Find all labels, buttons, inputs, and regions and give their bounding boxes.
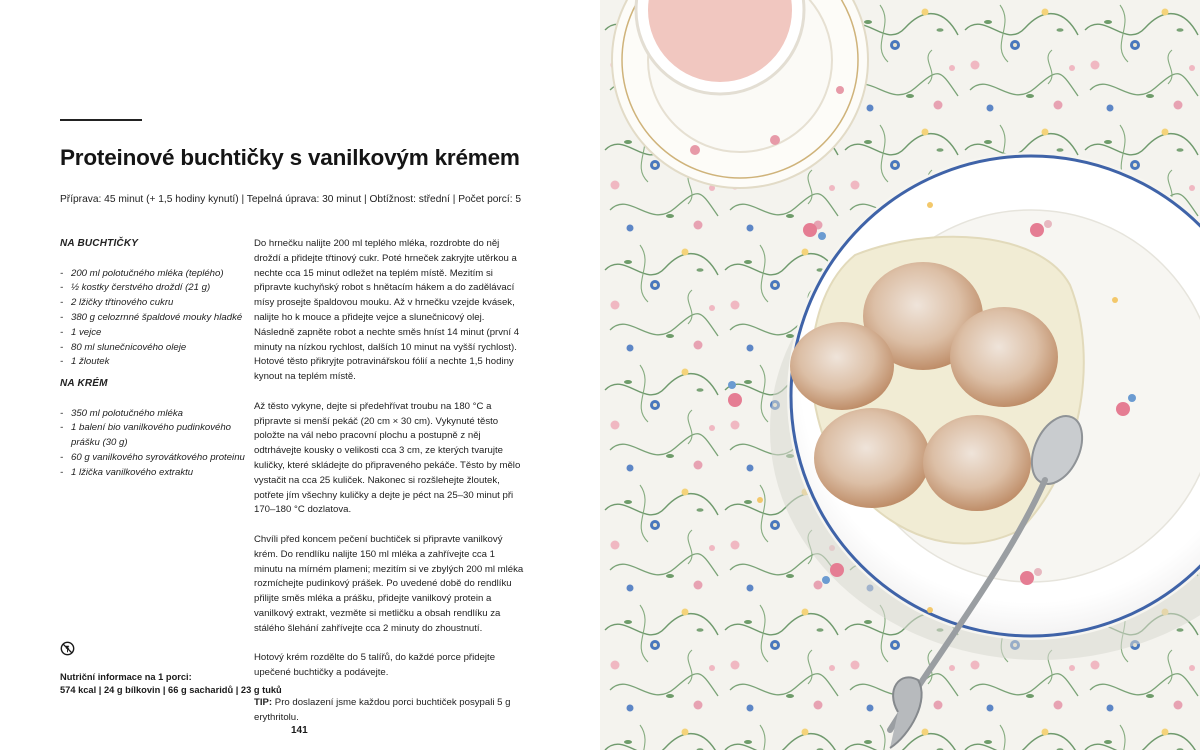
method-paragraph: Hotový krém rozdělte do 5 talířů, do každé porce přidejte upečené buchtičky a podávejte. (254, 652, 496, 679)
title-rule (60, 119, 142, 121)
food-photo (600, 0, 1200, 750)
ingredients-buns (60, 237, 250, 370)
nutrition-values: 574 kcal | 24 g bílkovin | 66 g sacharidů | 23 g tuků (60, 685, 282, 695)
ingredient-item: - 1 žloutek (60, 355, 250, 370)
ingredient-list (60, 267, 250, 371)
recipe-title: Proteinové buchtičky s vanilkovým krémem (60, 145, 520, 170)
page-number: 141 (291, 725, 308, 736)
method-steps (254, 237, 526, 740)
ingredient-item: - 2 lžičky třtinového cukru (60, 296, 250, 311)
ingredients-cream (60, 377, 250, 481)
ingredient-item: - 1 lžička vanilkového extraktu (60, 466, 250, 481)
tip-text: Pro doslazení jsme každou porci buchtiček posypali 5 g erythritolu. (254, 696, 511, 723)
gluten-free-icon (60, 641, 75, 656)
ingredient-list (60, 407, 250, 481)
tip-paragraph (254, 696, 526, 726)
ingredients-heading: NA KRÉM (60, 378, 108, 389)
method-paragraph: Do hrnečku nalijte 200 ml teplého mléka, rozdrobte do něj droždí a přidejte třtinový cukr. Poté hrneček zakryjte utěrkou a nechte cca 15 minut odležet na teplém místě. Mezitím si připravte kuchyňský robot s hnětacím hákem a do zadělávací mísy prosejte špaldovou mouku. Až v hrnečku vzejde kvásek, nalijte ho k mouce a přidejte vejce a slunečnicový olej. Následně zapněte robot a nechte směs hníst 14 minut (první 4 minuty na nízkou rychlost, dalších 10 minut na vyšší rychlost). Hotové těsto přikryjte potravinářskou fólií a nechte 1,5 hodiny kynout na teplém místě. (254, 238, 520, 383)
ingredients-heading: NA BUCHTIČKY (60, 238, 139, 249)
nutrition-info (60, 671, 282, 697)
dessert-plate-illustration (600, 0, 1200, 750)
ingredient-item: - 80 ml slunečnicového oleje (60, 341, 250, 356)
ingredient-item: - 200 ml polotučného mléka (teplého) (60, 267, 250, 282)
method-paragraph: Chvíli před koncem pečení buchtiček si připravte vanilkový krém. Do rendlíku nalijte 150 ml mléka a zahřívejte cca 1 minutu na mírném plameni; mezitím si ve zbylých 200 ml mléka rozmíchejte pudinkový prášek. Po uvedené době do rendlíku přilijte směs mléka a prášku, přidejte vanilkový protein a vanilkový extrakt, vezměte si metličku a obsah rendlíku za stálého šlehání zahřívejte cca 2 minuty do zhoustnutí. (254, 533, 524, 634)
ingredient-item: - 350 ml polotučného mléka (60, 407, 250, 422)
tip-label: TIP: (254, 696, 273, 708)
ingredient-item: - 60 g vanilkového syrovátkového proteinu (60, 451, 250, 466)
nutrition-heading: Nutriční informace na 1 porci: (60, 672, 192, 682)
recipe-meta: Příprava: 45 minut (+ 1,5 hodiny kynutí) | Tepelná úprava: 30 minut | Obtížnost: střední | Počet porcí: 5 (60, 194, 522, 205)
ingredient-item: - 380 g celozrnné špaldové mouky hladké (60, 311, 250, 326)
ingredient-item: - 1 vejce (60, 326, 250, 341)
method-paragraph: Až těsto vykyne, dejte si předehřívat troubu na 180 °C a připravte si menší pekáč (20 cm × 30 cm). Vykynuté těsto položte na vál nebo pracovní plochu a postupně z něj odtrhávejte kousky o velikosti cca 3 cm, ze kterých tvarujte kuličky, které skládejte do připraveného pekáče. Těsto by mělo vystačit na cca 25 kuliček. Nakonec si rozšlehejte žloutek, potřete jím všechny kuličky a dejte je péct na 25–30 minut při 170–180 °C dozlatova. (254, 400, 521, 516)
ingredient-item: - 1 balení bio vanilkového pudinkového prášku (30 g) (60, 421, 250, 451)
ingredient-item: - ½ kostky čerstvého droždí (21 g) (60, 281, 250, 296)
